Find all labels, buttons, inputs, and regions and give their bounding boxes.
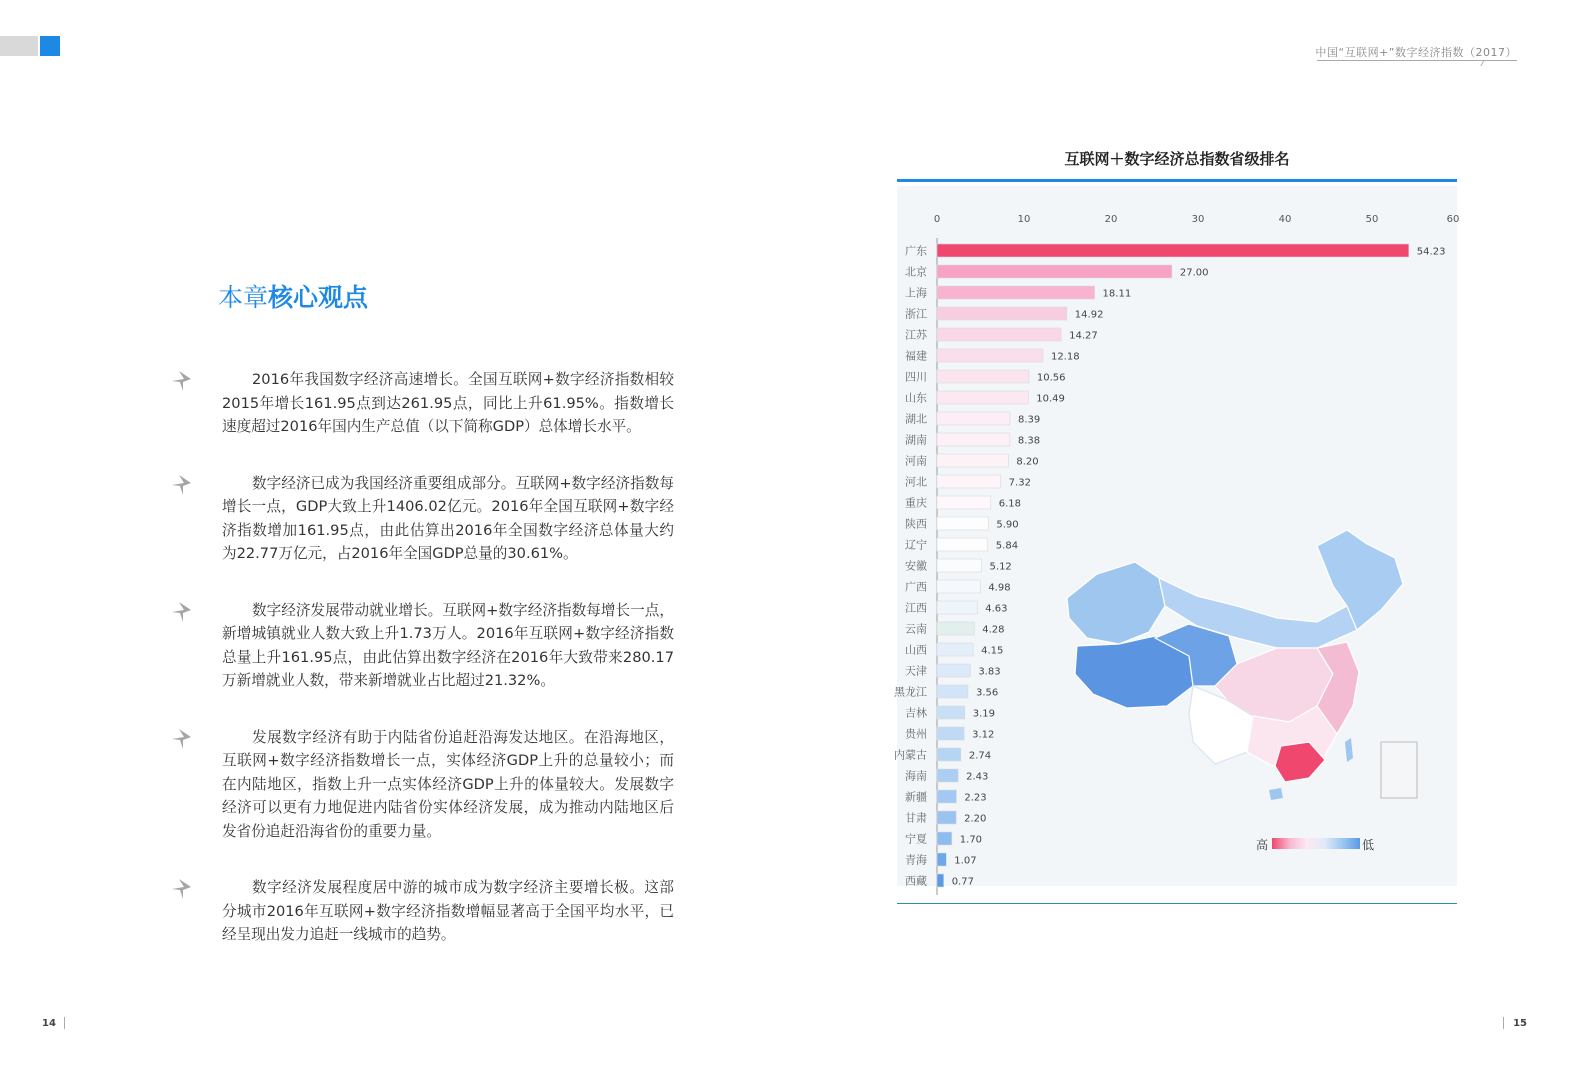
x-tick-label: 40 — [1278, 214, 1292, 225]
data-label: 5.12 — [989, 561, 1012, 573]
bar — [937, 685, 968, 698]
arrow-bullet-icon — [170, 472, 194, 496]
x-tick-label: 20 — [1104, 214, 1118, 225]
bar — [937, 748, 961, 761]
bar — [937, 328, 1061, 341]
category-label: 广西 — [905, 580, 927, 594]
x-tick-label: 10 — [1017, 214, 1031, 225]
data-label: 7.32 — [1008, 477, 1031, 489]
bar — [937, 349, 1043, 362]
x-tick-label: 0 — [933, 214, 941, 225]
bar — [937, 286, 1095, 299]
category-label: 贵州 — [905, 727, 927, 741]
corner-decoration-blue — [40, 36, 60, 56]
data-label: 54.23 — [1416, 246, 1446, 258]
bar — [937, 244, 1409, 257]
category-label: 云南 — [905, 622, 927, 636]
data-label: 14.27 — [1069, 330, 1098, 342]
category-label: 甘肃 — [905, 811, 927, 825]
page-number-divider — [1503, 1017, 1504, 1029]
category-label: 浙江 — [905, 307, 927, 321]
key-point-text: 数字经济发展带动就业增长。互联网+数字经济指数每增长一点，新增城镇就业人数大致上升1.73万人。2016年互联网+数字经济指数总量上升161.95点，由此估算出数字经济在2016年大致带来280.17万新增就业人数，带来新增就业占比超过21.32%。 — [222, 601, 674, 689]
category-label: 内蒙古 — [894, 748, 927, 762]
legend-gradient — [1272, 838, 1360, 849]
key-point — [170, 876, 690, 947]
bar — [937, 622, 974, 635]
data-label: 12.18 — [1050, 351, 1080, 363]
data-label: 2.23 — [964, 792, 987, 804]
category-label: 山东 — [905, 391, 927, 405]
key-point-text: 发展数字经济有助于内陆省份追赶沿海发达地区。在沿海地区，互联网+数字经济指数增长一点，实体经济GDP上升的总量较小；而在内陆地区，指数上升一点实体经济GDP上升的体量较大。发展数字经济可以更有力地促进内陆省份实体经济发展，成为推动内陆地区后发省份追赶沿海省份的重要力量。 — [222, 728, 674, 840]
category-label: 福建 — [905, 349, 927, 363]
category-label: 安徽 — [905, 559, 927, 573]
data-label: 3.56 — [975, 687, 999, 699]
page-number-right: 15 — [1513, 1018, 1527, 1029]
category-label: 西藏 — [905, 874, 927, 888]
category-label: 四川 — [905, 370, 927, 384]
data-label: 6.18 — [998, 498, 1022, 510]
category-label: 广东 — [905, 244, 927, 258]
corner-decoration-grey — [0, 36, 38, 56]
key-point-text: 数字经济已成为我国经济重要组成部分。互联网+数字经济指数每增长一点，GDP大致上升1406.02亿元。2016年全国互联网+数字经济指数增加161.95点，由此估算出2016年全国数字经济总体量大约为22.77万亿元，占2016年全国GDP总量的30.61%。 — [222, 474, 674, 562]
arrow-bullet-icon — [170, 368, 194, 392]
data-label: 3.19 — [972, 708, 996, 720]
legend-high-label: 高 — [1256, 838, 1269, 852]
data-label: 2.74 — [968, 750, 992, 762]
category-label: 湖北 — [905, 412, 927, 426]
key-point — [170, 599, 690, 693]
data-label: 4.15 — [981, 645, 1004, 657]
data-label: 2.20 — [964, 813, 987, 825]
bar — [937, 853, 946, 866]
data-label: 5.84 — [995, 540, 1019, 552]
chart-title: 互联网＋数字经济总指数省级排名 — [1064, 150, 1290, 168]
data-label: 8.38 — [1017, 435, 1041, 447]
category-label: 辽宁 — [905, 538, 927, 552]
category-label: 新疆 — [905, 790, 927, 804]
data-label: 14.92 — [1074, 309, 1104, 321]
data-label: 10.56 — [1036, 372, 1066, 384]
category-label: 江苏 — [905, 328, 927, 342]
data-label: 0.77 — [951, 876, 974, 888]
bar — [937, 433, 1010, 446]
key-point — [170, 726, 690, 844]
category-label: 天津 — [905, 664, 927, 678]
category-label: 青海 — [905, 853, 927, 867]
bar — [937, 643, 973, 656]
x-tick-label: 30 — [1191, 214, 1205, 225]
map-south-china-sea-inset — [1381, 742, 1417, 798]
key-point — [170, 472, 690, 566]
chapter-title-bold: 核心观点 — [268, 283, 369, 312]
chart-title-underline — [897, 179, 1457, 182]
bar — [937, 727, 964, 740]
legend-low-label: 低 — [1362, 838, 1375, 852]
bar — [937, 706, 965, 719]
page-number-divider — [64, 1017, 65, 1029]
key-point-text: 数字经济发展程度居中游的城市成为数字经济主要增长极。这部分城市2016年互联网+数字经济指数增幅显著高于全国平均水平，已经呈现出发力追赶一线城市的趋势。 — [222, 879, 674, 943]
data-label: 1.70 — [959, 834, 983, 846]
category-label: 北京 — [905, 265, 927, 279]
category-label: 吉林 — [905, 706, 927, 720]
bar — [937, 601, 977, 614]
chapter-title — [218, 278, 368, 314]
key-points-list — [170, 368, 690, 980]
bar — [937, 307, 1067, 320]
bar — [937, 559, 982, 572]
bar — [937, 664, 970, 677]
running-header-tick — [1480, 60, 1490, 66]
category-label: 黑龙江 — [894, 685, 927, 699]
category-label: 海南 — [905, 769, 927, 783]
bar — [937, 517, 988, 530]
category-label: 陕西 — [905, 517, 927, 531]
category-label: 湖南 — [905, 433, 927, 447]
x-tick-label: 60 — [1446, 214, 1460, 225]
map-taiwan-island — [1345, 738, 1353, 762]
chart-bottom-rule — [897, 903, 1457, 904]
data-label: 4.98 — [988, 582, 1011, 594]
arrow-bullet-icon — [170, 876, 194, 900]
bar — [937, 769, 958, 782]
bar — [937, 580, 980, 593]
data-label: 4.28 — [982, 624, 1005, 636]
data-label: 1.07 — [954, 855, 977, 867]
bar — [937, 370, 1029, 383]
map-hainan-island — [1269, 788, 1283, 800]
bar-chart — [894, 186, 1460, 888]
data-label: 2.43 — [966, 771, 989, 783]
bar — [937, 832, 952, 845]
bar — [937, 496, 991, 509]
category-label: 宁夏 — [905, 832, 927, 846]
category-label: 上海 — [905, 286, 927, 300]
data-label: 3.12 — [972, 729, 995, 741]
bar — [937, 811, 956, 824]
map-xinjiang-region — [1067, 562, 1165, 644]
data-label: 18.11 — [1102, 288, 1132, 300]
bar — [937, 874, 944, 887]
data-label: 3.83 — [978, 666, 1001, 678]
bar — [937, 790, 956, 803]
running-header: 中国“互联网+”数字经济指数（2017） — [1315, 46, 1517, 59]
arrow-bullet-icon — [170, 726, 194, 750]
bar — [937, 412, 1010, 425]
category-label: 重庆 — [905, 496, 927, 510]
bar — [937, 475, 1001, 488]
bar — [937, 391, 1028, 404]
data-label: 8.20 — [1016, 456, 1039, 468]
category-label: 河南 — [905, 454, 927, 468]
data-label: 5.90 — [996, 519, 1019, 531]
category-label: 河北 — [905, 475, 927, 489]
data-label: 8.39 — [1017, 414, 1041, 426]
data-label: 27.00 — [1179, 267, 1209, 279]
bar — [937, 538, 988, 551]
bar — [937, 454, 1008, 467]
chapter-title-light: 本章 — [218, 283, 269, 312]
key-point-text: 2016年我国数字经济高速增长。全国互联网+数字经济指数相较2015年增长161.95点到达261.95点，同比上升61.95%。指数增长速度超过2016年国内生产总值（以下简称GDP）总体增长水平。 — [222, 371, 674, 435]
data-label: 10.49 — [1036, 393, 1065, 405]
category-label: 江西 — [905, 601, 927, 615]
page-number-left: 14 — [42, 1018, 56, 1029]
chart-panel — [894, 186, 1460, 888]
x-tick-label: 50 — [1365, 214, 1379, 225]
key-point — [170, 368, 690, 439]
data-label: 4.63 — [985, 603, 1008, 615]
china-map-illustration — [1067, 530, 1417, 800]
category-label: 山西 — [905, 643, 927, 657]
bar — [937, 265, 1172, 278]
arrow-bullet-icon — [170, 599, 194, 623]
